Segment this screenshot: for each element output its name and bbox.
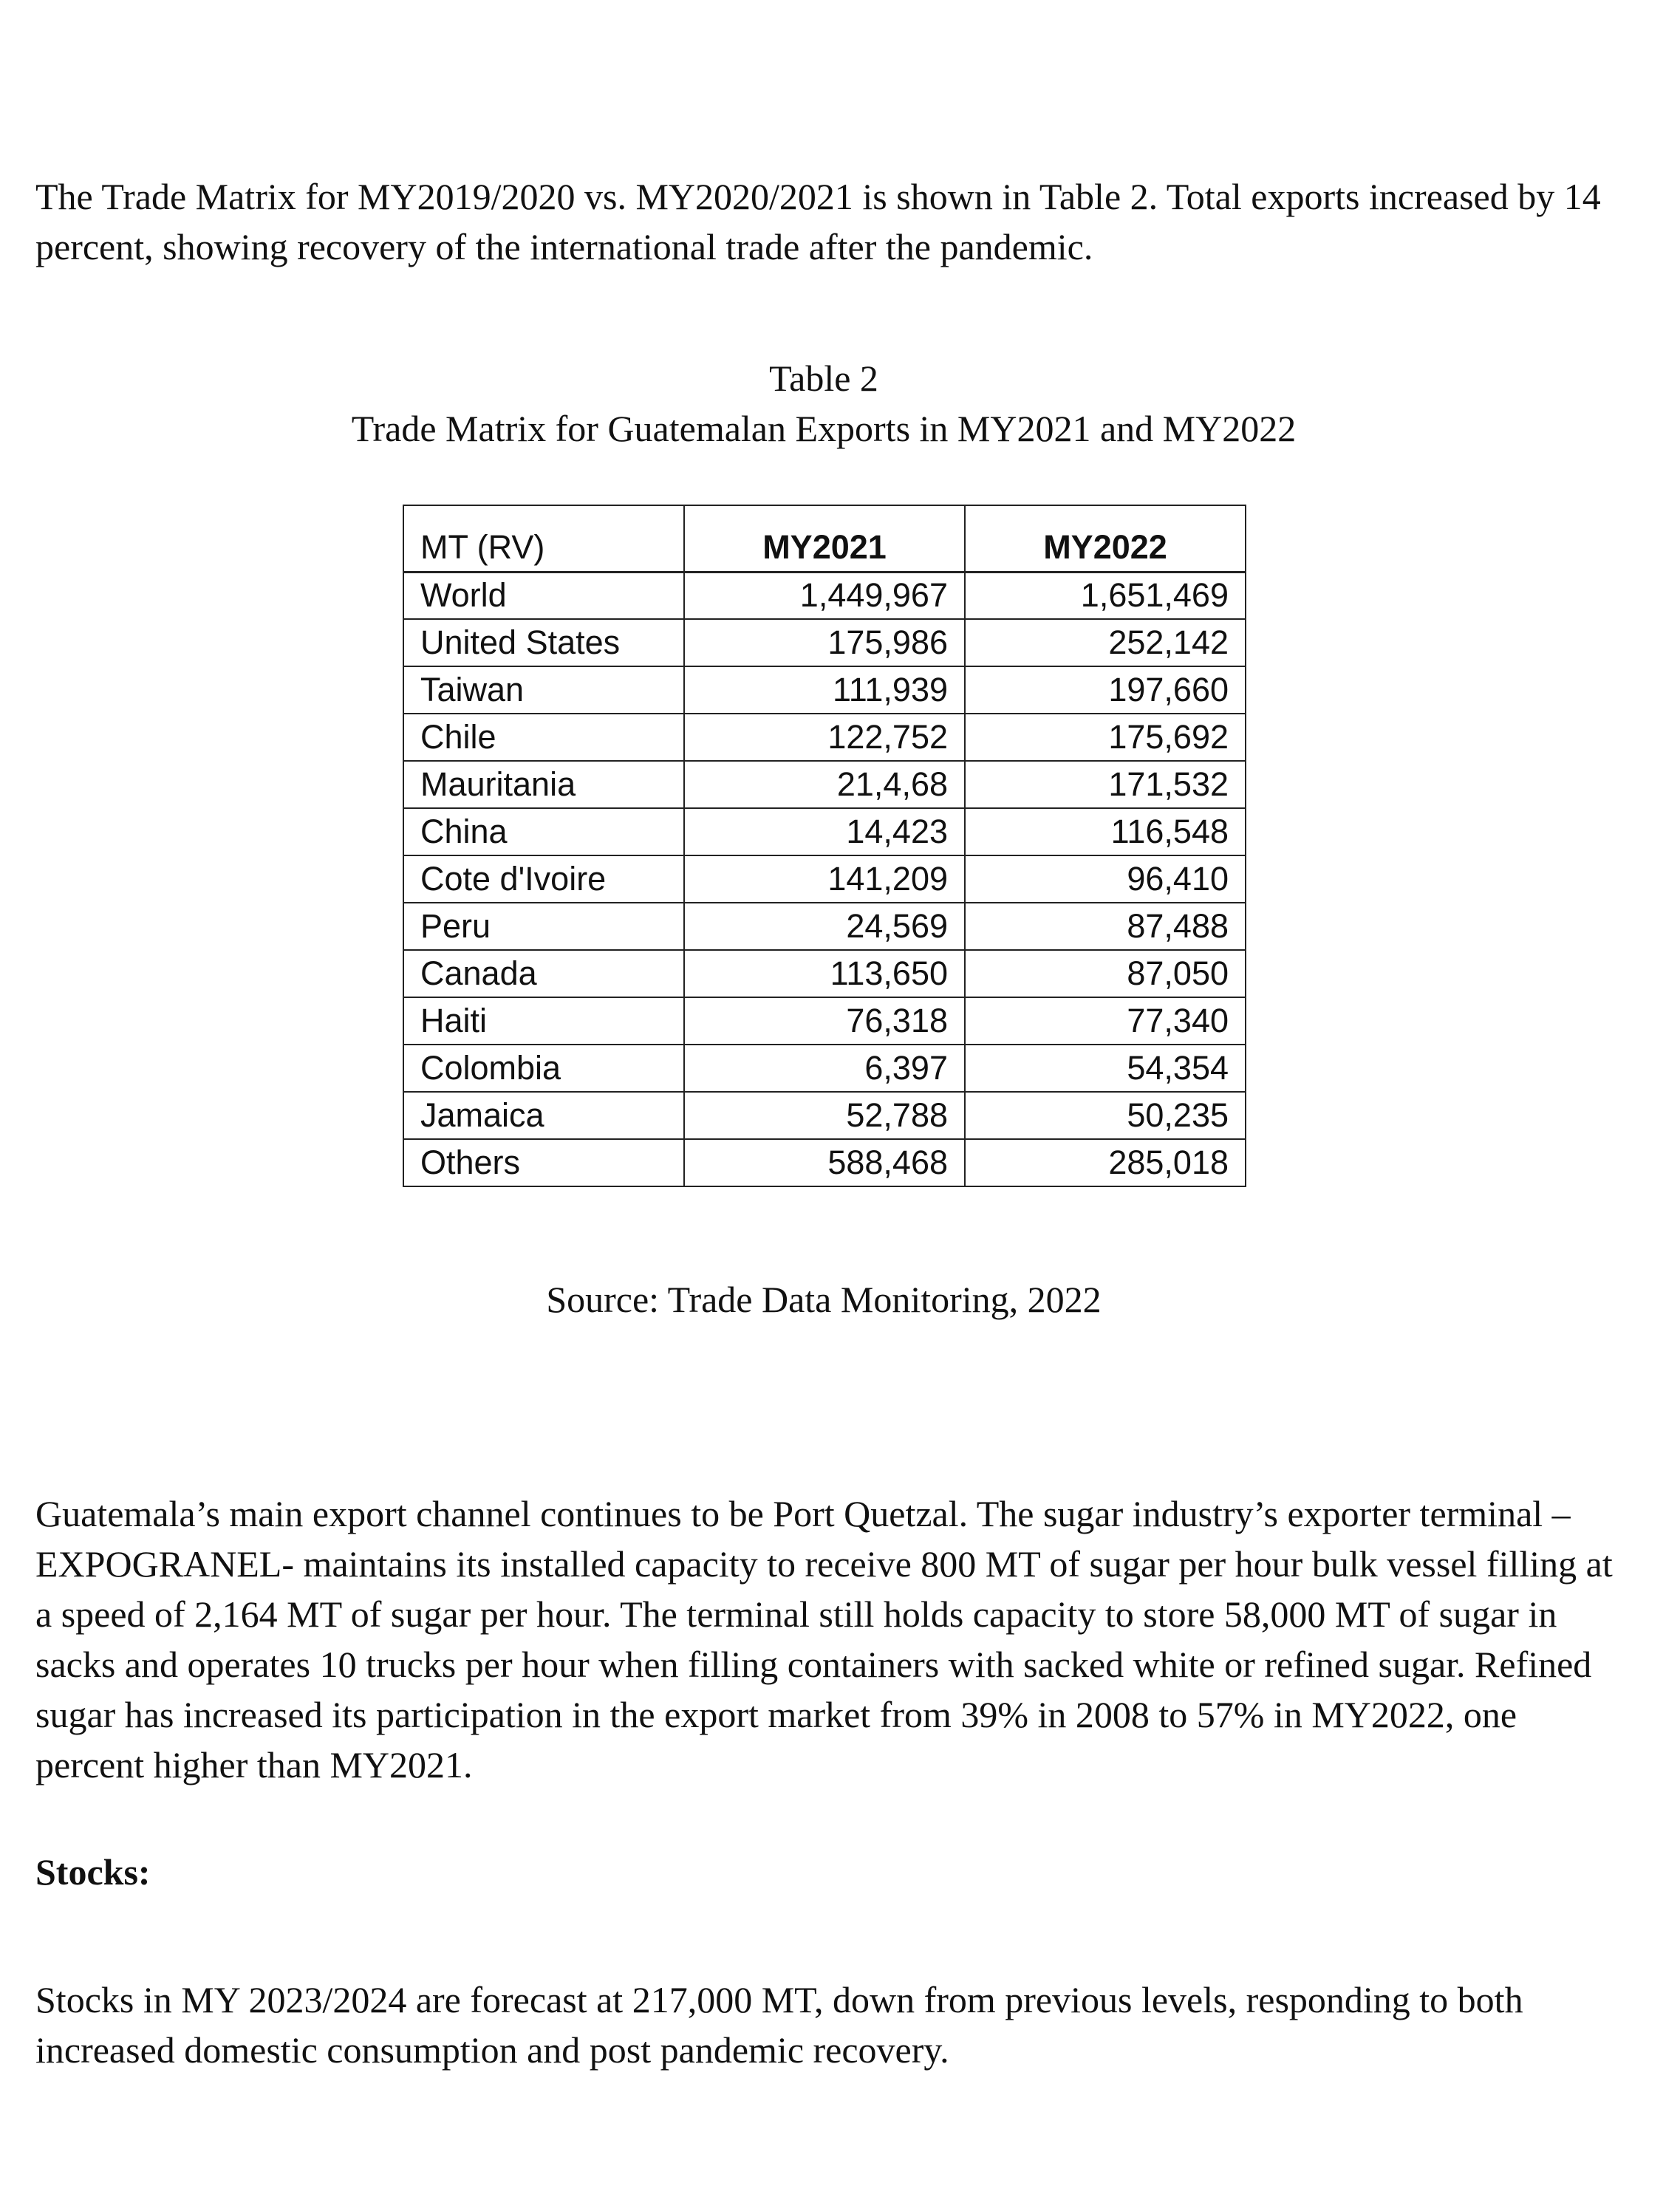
cell-country: Others [403, 1139, 684, 1186]
table-row [403, 666, 1246, 714]
cell-my2021: 21,4,68 [684, 761, 965, 808]
intro-paragraph: The Trade Matrix for MY2019/2020 vs. MY2020/2021 is shown in Table 2. Total exports increased by 14 percent, showing recovery of the international trade after the pandemic. [35, 176, 1601, 267]
table-row [403, 855, 1246, 903]
cell-my2022: 87,050 [965, 950, 1246, 997]
cell-my2022: 50,235 [965, 1092, 1246, 1139]
table-row [403, 1045, 1246, 1092]
cell-my2021: 111,939 [684, 666, 965, 714]
header-my2021: MY2021 [684, 505, 965, 572]
cell-my2021: 76,318 [684, 997, 965, 1045]
table-row [403, 619, 1246, 666]
table-row [403, 572, 1246, 619]
table-title: Trade Matrix for Guatemalan Exports in MY2021 and MY2022 [351, 408, 1297, 449]
header-unit: MT (RV) [403, 505, 684, 572]
trade-matrix-table [403, 505, 1246, 1187]
cell-my2022: 96,410 [965, 855, 1246, 903]
cell-country: Chile [403, 714, 684, 761]
table-row [403, 1092, 1246, 1139]
stocks-paragraph: Stocks in MY 2023/2024 are forecast at 217,000 MT, down from previous levels, responding to both increased domestic consumption and post pandemic recovery. [35, 1979, 1523, 2071]
header-my2022: MY2022 [965, 505, 1246, 572]
cell-country: United States [403, 619, 684, 666]
table-row [403, 903, 1246, 950]
cell-country: Haiti [403, 997, 684, 1045]
cell-my2021: 6,397 [684, 1045, 965, 1092]
cell-country: Taiwan [403, 666, 684, 714]
cell-my2021: 52,788 [684, 1092, 965, 1139]
table-row [403, 1139, 1246, 1186]
stocks-heading: Stocks: [35, 1851, 151, 1893]
table-row [403, 997, 1246, 1045]
cell-my2021: 24,569 [684, 903, 965, 950]
cell-my2021: 122,752 [684, 714, 965, 761]
cell-my2021: 14,423 [684, 808, 965, 855]
cell-my2021: 141,209 [684, 855, 965, 903]
table-body [403, 572, 1246, 1186]
cell-country: Peru [403, 903, 684, 950]
table-row [403, 761, 1246, 808]
cell-my2022: 285,018 [965, 1139, 1246, 1186]
cell-my2021: 175,986 [684, 619, 965, 666]
cell-country: Canada [403, 950, 684, 997]
cell-country: Mauritania [403, 761, 684, 808]
cell-country: Jamaica [403, 1092, 684, 1139]
cell-country: Colombia [403, 1045, 684, 1092]
cell-my2021: 113,650 [684, 950, 965, 997]
cell-my2022: 77,340 [965, 997, 1246, 1045]
cell-country: China [403, 808, 684, 855]
cell-my2022: 252,142 [965, 619, 1246, 666]
cell-country: World [403, 572, 684, 619]
cell-my2022: 175,692 [965, 714, 1246, 761]
cell-my2021: 588,468 [684, 1139, 965, 1186]
table-row [403, 950, 1246, 997]
cell-my2021: 1,449,967 [684, 572, 965, 619]
cell-my2022: 54,354 [965, 1045, 1246, 1092]
table-header-row [403, 505, 1246, 572]
cell-my2022: 1,651,469 [965, 572, 1246, 619]
cell-my2022: 116,548 [965, 808, 1246, 855]
cell-country: Cote d'Ivoire [403, 855, 684, 903]
cell-my2022: 87,488 [965, 903, 1246, 950]
cell-my2022: 171,532 [965, 761, 1246, 808]
cell-my2022: 197,660 [965, 666, 1246, 714]
table-source: Source: Trade Data Monitoring, 2022 [546, 1279, 1102, 1320]
table-label: Table 2 [769, 358, 878, 399]
table-row [403, 808, 1246, 855]
table-row [403, 714, 1246, 761]
port-quetzal-paragraph: Guatemala’s main export channel continues to be Port Quetzal. The sugar industry’s exporter terminal – EXPOGRANEL- maintains its installed capacity to receive 800 MT of sugar per hour bulk vessel filling at a speed of 2,164 MT of sugar per hour. The terminal still holds capacity to store 58,000 MT of sugar in sacks and operates 10 trucks per hour when filling containers with sacked white or refined sugar. Refined sugar has increased its participation in the export market from 39% in 2008 to 57% in MY2022, one percent higher than MY2021. [35, 1493, 1613, 1785]
